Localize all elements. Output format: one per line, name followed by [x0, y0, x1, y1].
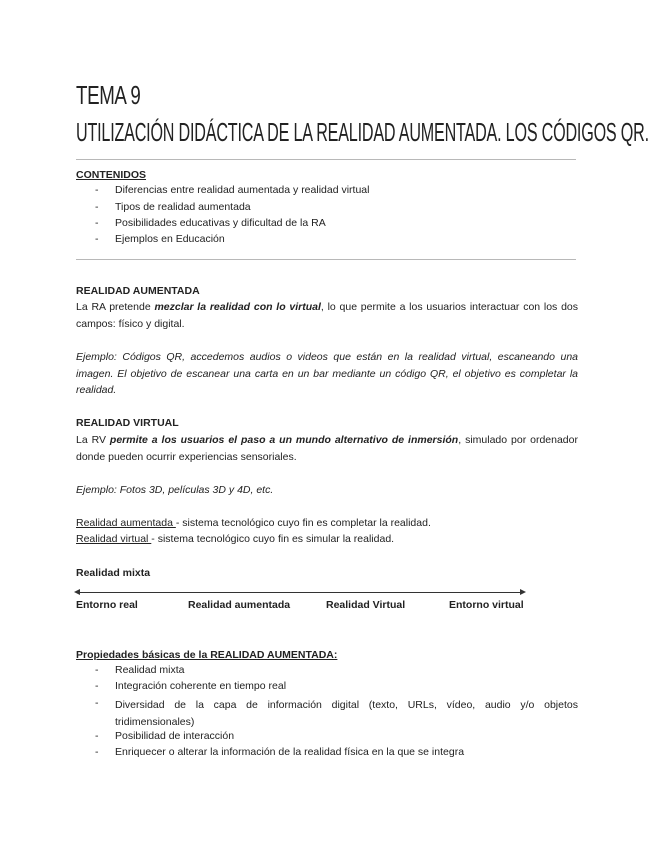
- bullet-marker: -: [95, 697, 99, 709]
- arrow-right-icon: [520, 589, 526, 595]
- continuum-label: Realidad aumentada: [188, 599, 291, 611]
- bullet-marker: -: [95, 233, 99, 245]
- definition-text: - sistema tecnológico cuyo fin es simular la realidad.: [151, 533, 395, 545]
- rv-definition-pre: La RV: [76, 434, 110, 446]
- properties-heading: Propiedades básicas de la REALIDAD AUMENTADA:: [76, 649, 338, 661]
- rv-definition-emphasis: permite a los usuarios el paso a un mundo alternativo de inmersión: [109, 434, 459, 446]
- contents-item: Ejemplos en Educación: [115, 233, 225, 245]
- definition-term: Realidad aumentada: [76, 517, 176, 529]
- arrow-left-icon: [74, 589, 80, 595]
- divider: [76, 259, 576, 260]
- bullet-marker: -: [95, 680, 99, 692]
- bullet-marker: -: [95, 217, 99, 229]
- continuum-label: Realidad Virtual: [326, 599, 406, 611]
- property-item: Diversidad de la capa de información digital (texto, URLs, vídeo, audio y/o objetos tridimensionales): [115, 699, 578, 728]
- document-title: UTILIZACIÓN DIDÁCTICA DE LA REALIDAD AUMENTADA. LOS CÓDIGOS QR.: [76, 117, 649, 147]
- ra-example: Ejemplo: Códigos QR, accedemos audios o videos que están en la realidad virtual, escaneando una imagen. El objetivo de escanear una carta en un bar mediante un código QR, el objetivo es completar la realidad.: [76, 351, 578, 396]
- continuum-line: [76, 592, 522, 593]
- property-item: Posibilidad de interacción: [115, 730, 235, 742]
- ra-definition: [76, 299, 578, 332]
- definition-term: Realidad virtual: [76, 533, 152, 545]
- rv-heading: REALIDAD VIRTUAL: [76, 417, 179, 429]
- definition-text: - sistema tecnológico cuyo fin es completar la realidad.: [175, 517, 431, 529]
- rv-definition: [76, 432, 578, 465]
- bullet-marker: -: [95, 746, 99, 758]
- property-item: Enriquecer o alterar la información de la realidad física en la que se integra: [115, 746, 465, 758]
- definition-rv: [76, 531, 394, 547]
- topic-number: TEMA 9: [76, 80, 141, 110]
- bullet-marker: -: [95, 730, 99, 742]
- rv-definition-post: , simulado por ordenador donde pueden ocurrir experiencias sensoriales.: [76, 434, 578, 463]
- bullet-marker: -: [95, 184, 99, 196]
- contents-item: Posibilidades educativas y dificultad de la RA: [115, 217, 326, 229]
- property-item: Realidad mixta: [115, 664, 185, 676]
- bullet-marker: -: [95, 201, 99, 213]
- continuum-label: Entorno virtual: [449, 599, 524, 611]
- rv-example: Ejemplo: Fotos 3D, películas 3D y 4D, etc.: [76, 484, 274, 496]
- contents-heading: CONTENIDOS: [76, 169, 147, 181]
- mixed-reality-heading: Realidad mixta: [76, 567, 151, 579]
- ra-heading: REALIDAD AUMENTADA: [76, 285, 200, 297]
- ra-definition-emphasis: mezclar la realidad con lo virtual: [154, 301, 321, 313]
- contents-item: Tipos de realidad aumentada: [115, 201, 251, 213]
- ra-definition-post: , lo que permite a los usuarios interactuar con los dos campos: físico y digital.: [76, 301, 579, 330]
- bullet-marker: -: [95, 664, 99, 676]
- property-item: Integración coherente en tiempo real: [115, 680, 287, 692]
- ra-definition-pre: La RA pretende: [76, 301, 155, 313]
- definition-ra: [76, 515, 431, 531]
- divider: [76, 159, 576, 160]
- contents-item: Diferencias entre realidad aumentada y realidad virtual: [115, 184, 370, 196]
- continuum-label: Entorno real: [76, 599, 138, 611]
